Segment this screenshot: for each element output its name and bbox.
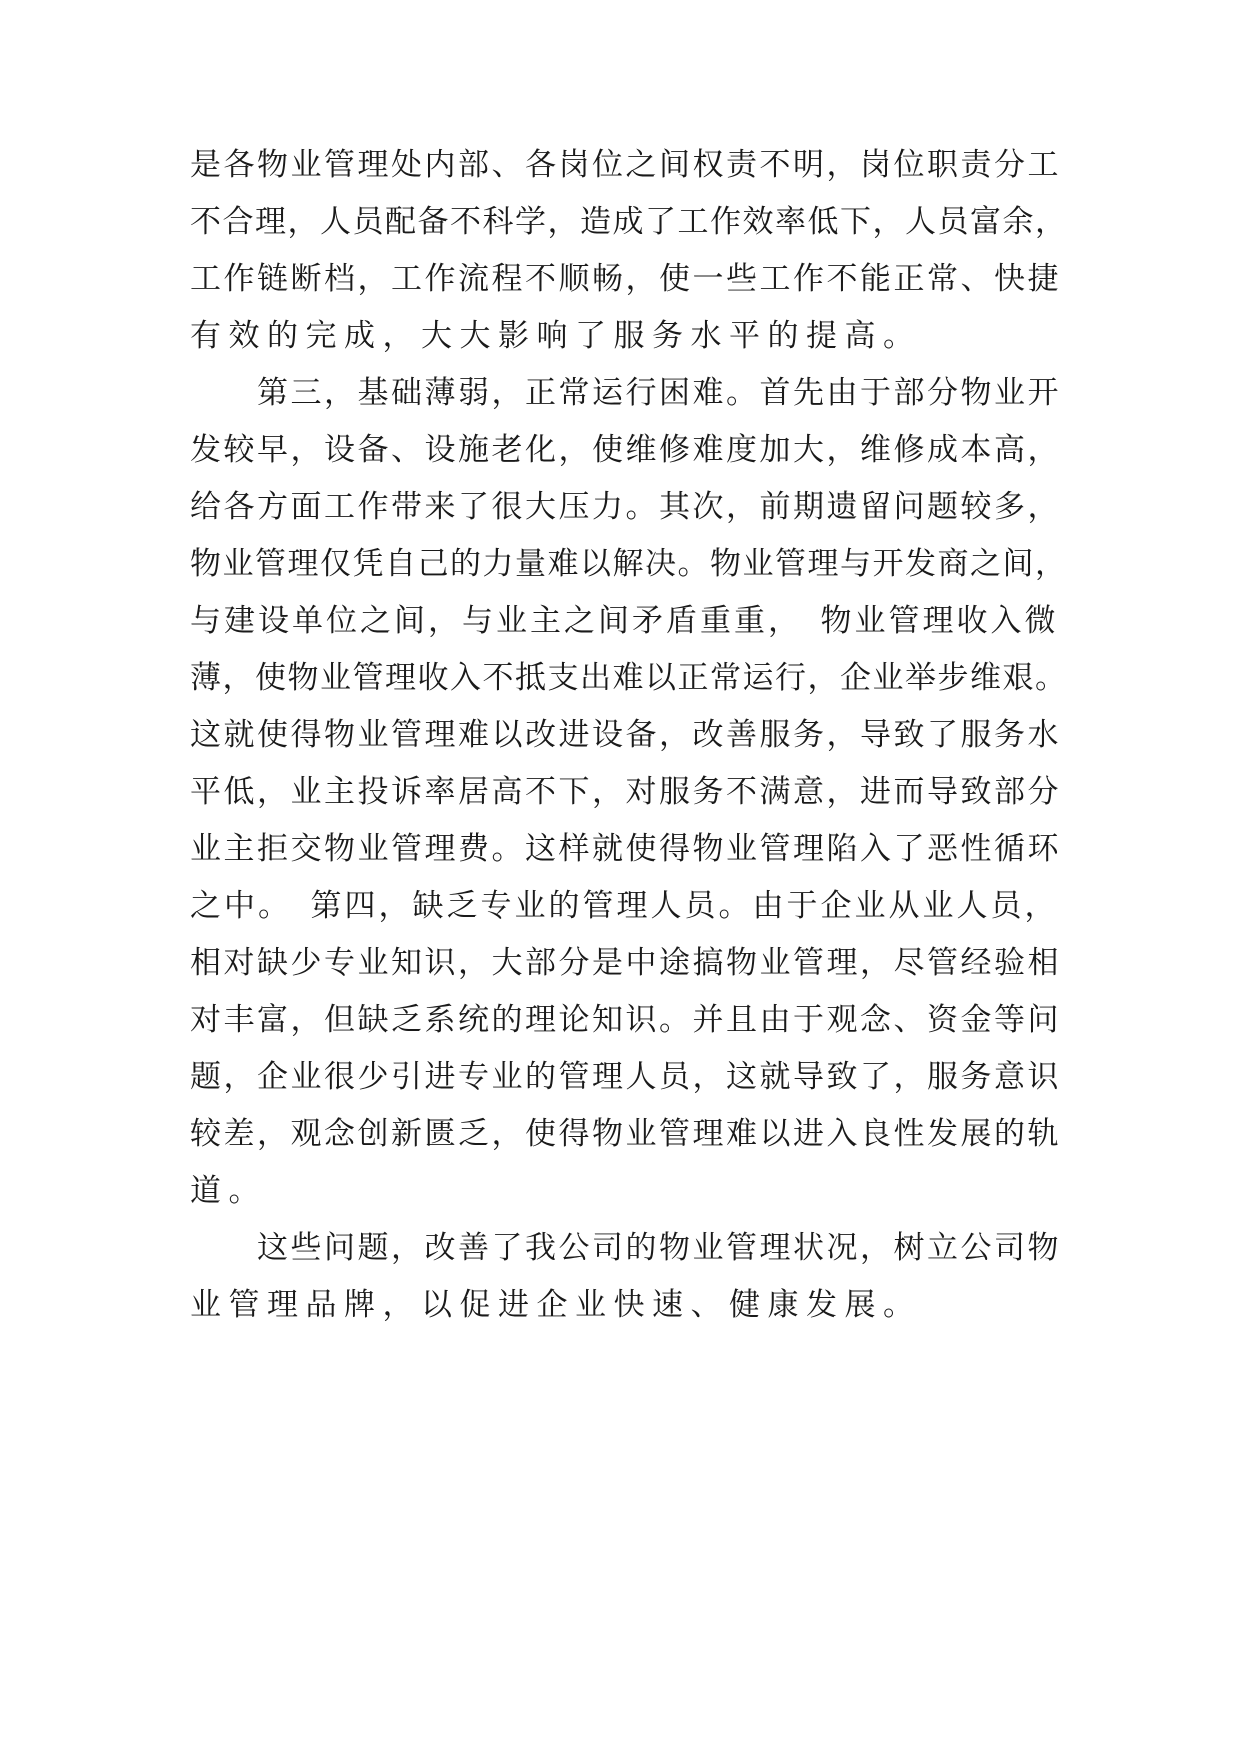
text-line: 工作链断档，工作流程不顺畅，使一些工作不能正常、快捷 — [190, 261, 1061, 297]
text-line: 对丰富，但缺乏系统的理论知识。并且由于观念、资金等问 — [190, 1002, 1061, 1038]
text-line: 有效的完成，大大影响了服务水平的提高。 — [190, 318, 922, 354]
text-line: 这些问题，改善了我公司的物业管理状况，树立公司物 — [190, 1230, 1061, 1266]
text-line: 薄，使物业管理收入不抵支出难以正常运行，企业举步维艰。 — [190, 660, 1068, 696]
text-line: 题，企业很少引进专业的管理人员，这就导致了，服务意识 — [190, 1059, 1061, 1095]
text-line: 这就使得物业管理难以改进设备，改善服务，导致了服务水 — [190, 717, 1061, 753]
text-line: 业主拒交物业管理费。这样就使得物业管理陷入了恶性循环 — [190, 831, 1061, 867]
text-line: 业管理品牌，以促进企业快速、健康发展。 — [190, 1287, 922, 1323]
text-line: 发较早，设备、设施老化，使维修难度加大，维修成本高， — [190, 432, 1061, 468]
text-line: 较差，观念创新匮乏，使得物业管理难以进入良性发展的轨 — [190, 1116, 1061, 1152]
text-line: 相对缺少专业知识，大部分是中途搞物业管理，尽管经验相 — [190, 945, 1061, 981]
text-line: 之中。 第四，缺乏专业的管理人员。由于企业从业人员， — [190, 888, 1059, 924]
text-line: 道。 — [190, 1173, 267, 1209]
text-line: 第三，基础薄弱，正常运行困难。首先由于部分物业开 — [190, 375, 1061, 411]
text-line: 是各物业管理处内部、各岗位之间权责不明，岗位职责分工 — [190, 147, 1061, 183]
text-line: 与建设单位之间，与业主之间矛盾重重， 物业管理收入微 — [190, 603, 1059, 639]
text-line: 不合理，人员配备不科学，造成了工作效率低下，人员富余， — [190, 204, 1068, 240]
text-line: 给各方面工作带来了很大压力。其次，前期遗留问题较多， — [190, 489, 1061, 525]
text-line: 物业管理仅凭自己的力量难以解决。物业管理与开发商之间， — [190, 546, 1068, 582]
text-line: 平低，业主投诉率居高不下，对服务不满意，进而导致部分 — [190, 774, 1061, 810]
